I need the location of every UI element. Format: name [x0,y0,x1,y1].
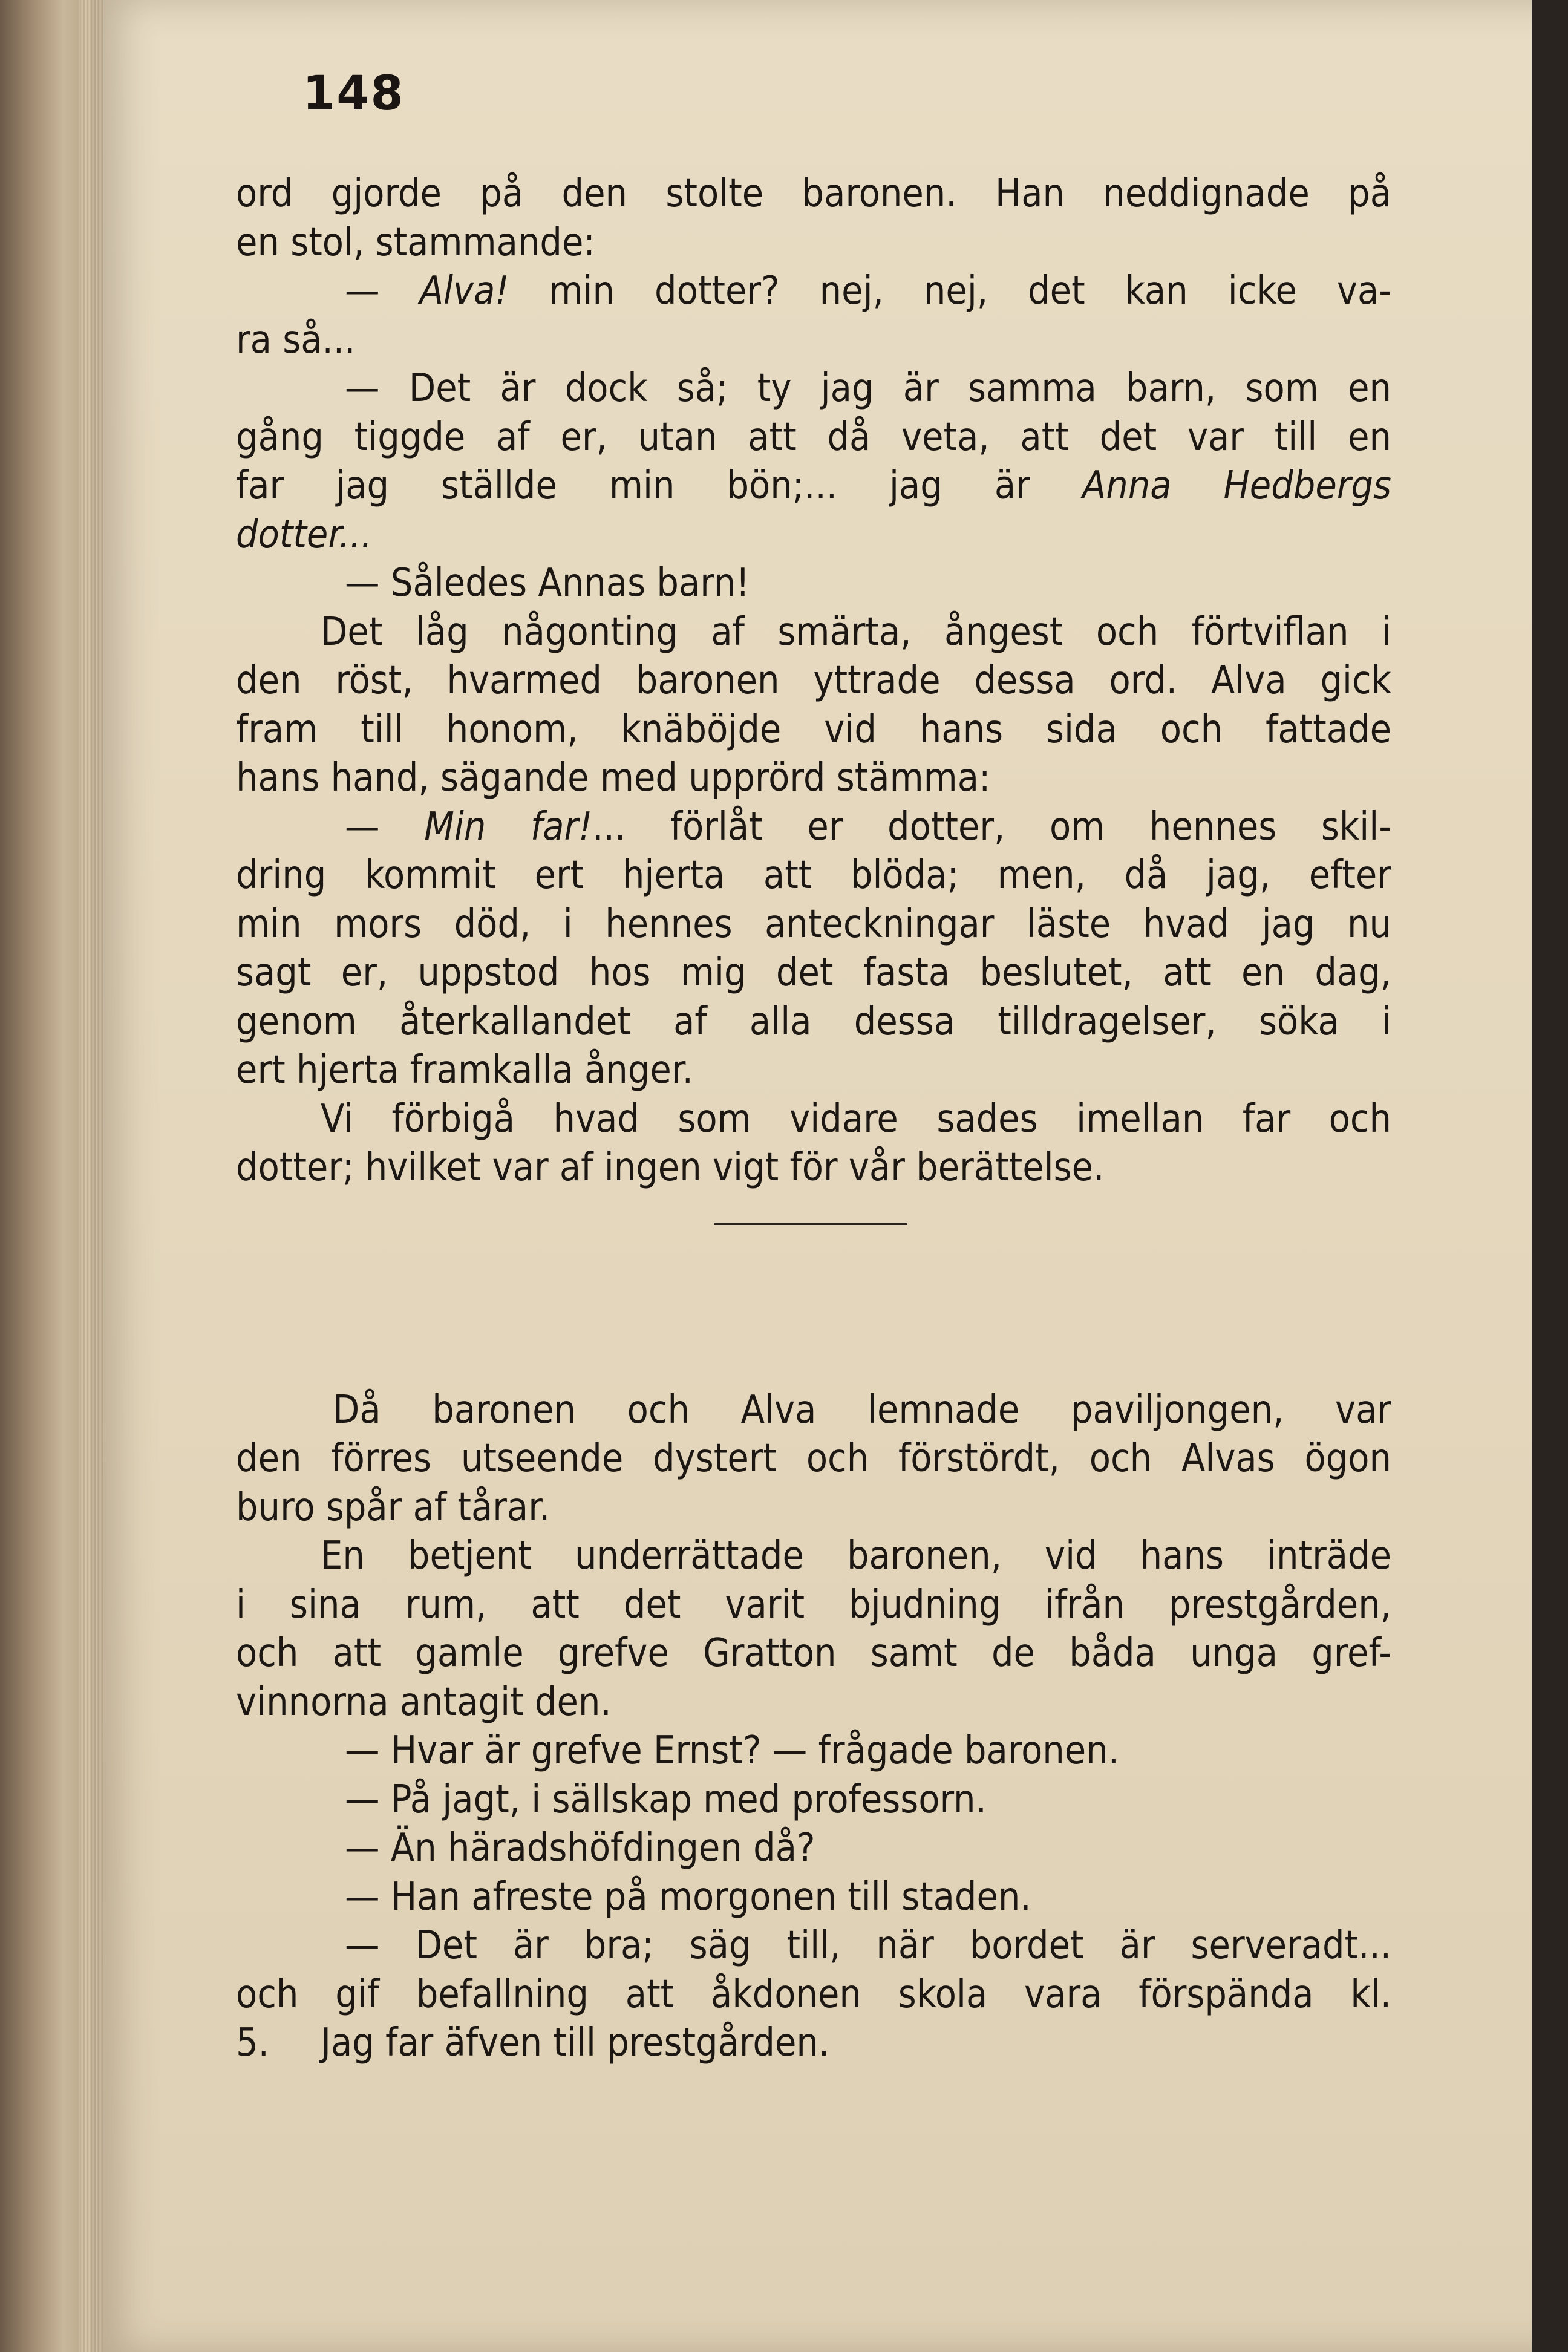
text-line: — Således Annas barn! [345,561,750,606]
text-line: — Alva! min dotter? nej, nej, det kan icke va- [345,269,1391,313]
section-divider-wrap [236,1192,1391,1283]
text-line: ert hjerta framkalla ånger. [236,1048,693,1093]
text-line: min mors död, i hennes anteckningar läste hvad jag nu [236,901,1391,947]
text-line: Det låg någonting af smärta, ångest och förtviflan i [321,609,1391,655]
text-line: gång tiggde af er, utan att då veta, att det var till en [236,414,1391,460]
page-number: 148 [302,67,405,121]
signature-mark: 5. [236,2020,269,2065]
section-divider [714,1223,907,1225]
text-line: och att gamle grefve Gratton samt de båda unga gref- [236,1631,1391,1676]
dialogue-line: — På jagt, i sällskap med professorn. [345,1777,987,1822]
text-line: — Min far!... förlåt er dotter, om hennes skil- [345,804,1391,849]
text-line: — Det är dock så; ty jag är samma barn, som en [345,366,1391,411]
text-line: den röst, hvarmed baronen yttrade dessa ord. Alva gick [236,658,1391,703]
text-line: sagt er, uppstod hos mig det fasta beslutet, att en dag, [236,950,1391,995]
text-line: Vi förbigå hvad som vidare sades imellan far och [321,1096,1391,1142]
book-spine [0,0,91,2352]
text-line: far jag ställde min bön;... jag är Anna Hedbergs [236,463,1391,508]
dialogue-line: — Det är bra; säg till, när bordet är serveradt... [345,1923,1391,1968]
dialogue-line: — Han afreste på morgonen till staden. [345,1874,1031,1919]
text-line: genom återkallandet af alla dessa tilldragelser, söka i [236,999,1391,1044]
text-line: buro spår af tårar. [236,1485,550,1530]
text-line: ord gjorde på den stolte baronen. Han neddignade på [236,171,1391,216]
text-line: En betjent underrättade baronen, vid hans inträde [321,1534,1391,1578]
text-line: vinnorna antagit den. [236,1679,612,1725]
dialogue-line: och gif befallning att åkdonen skola vara förspända kl. [236,1971,1391,2017]
dialogue-line: — Än häradshöfdingen då? [345,1826,815,1870]
text-line: en stol, stammande: [236,220,595,265]
text-line: i sina rum, att det varit bjudning ifrån prestgården, [236,1582,1391,1627]
right-border [1532,0,1568,2352]
text-line: dotter; hvilket var af ingen vigt för vår berättelse. [236,1145,1105,1190]
text-line: Då baronen och Alva lemnade paviljongen, var [333,1387,1391,1432]
text-line: fram till honom, knäböjde vid hans sida och fattade [236,707,1391,752]
dialogue-line: — Hvar är grefve Ernst? — frågade baronen. [345,1728,1119,1773]
dialogue-line: 5. Jag far äfven till prestgården. [236,2019,1391,2068]
text-line: dring kommit ert hjerta att blöda; men, då jag, efter [236,853,1391,898]
text-line: hans hand, sägande med upprörd stämma: [236,756,991,800]
body-text [236,169,1391,2068]
text-line: den förres utseende dystert och förstördt, och Alvas ögon [236,1436,1391,1481]
text-line: dotter... [236,512,372,557]
text-line: ra så... [236,317,356,362]
